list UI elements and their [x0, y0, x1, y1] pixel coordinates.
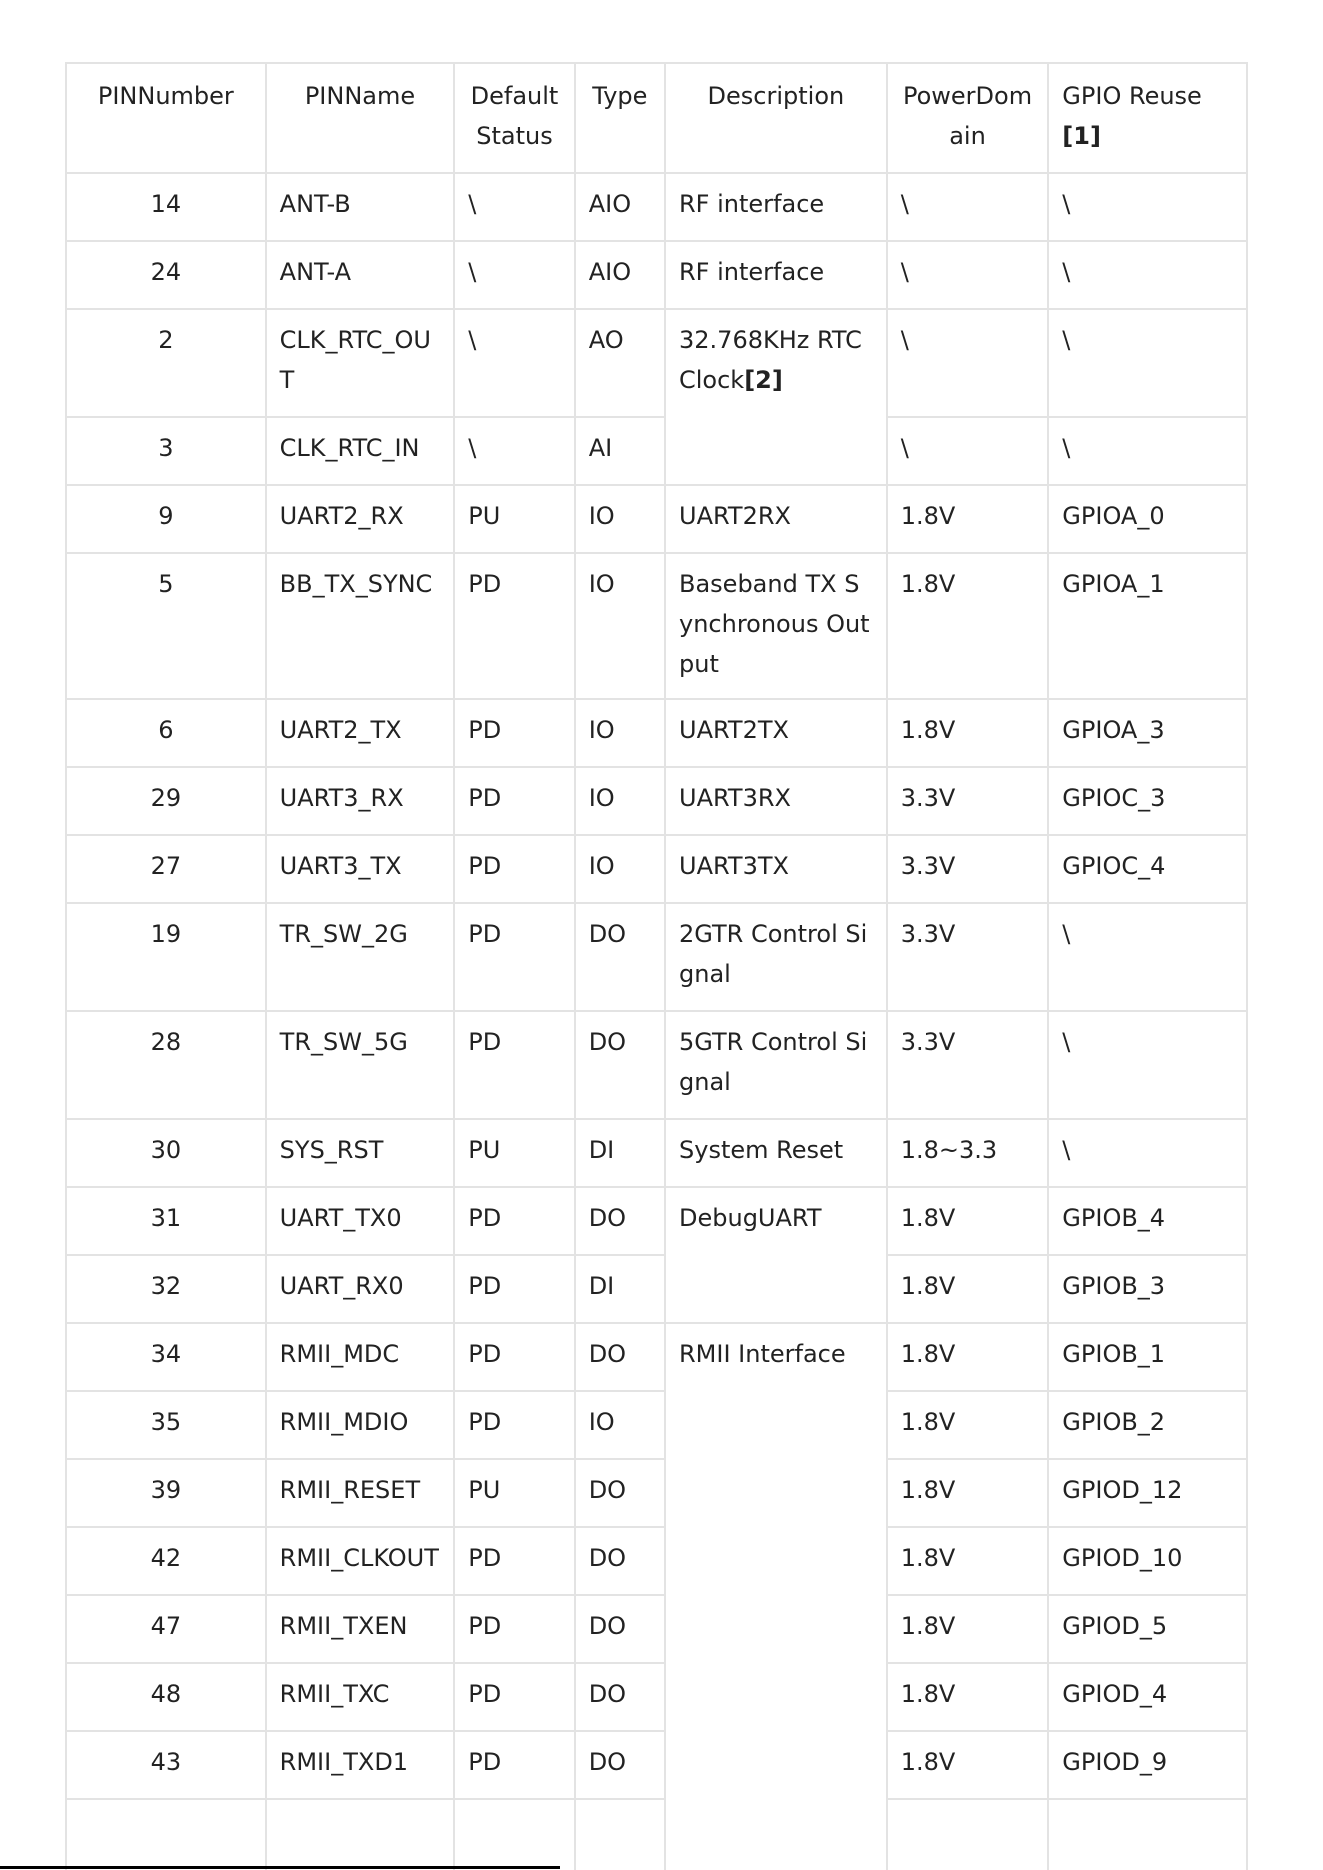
default-status-cell: PD: [454, 1595, 574, 1663]
pin-number-cell: 19: [66, 903, 266, 1011]
type-cell: DO: [575, 1731, 665, 1799]
power-domain-cell: 1.8V: [887, 1731, 1049, 1799]
type-cell: DI: [575, 1255, 665, 1323]
type-cell: IO: [575, 1391, 665, 1459]
description-cell: 5GTR Control Signal: [665, 1011, 887, 1119]
pin-number-cell: 42: [66, 1527, 266, 1595]
pin-name-cell: CLK_RTC_IN: [266, 417, 455, 485]
type-cell: AO: [575, 309, 665, 417]
pin-name-cell: UART_RX0: [266, 1255, 455, 1323]
pin-name-cell: TR_SW_5G: [266, 1011, 455, 1119]
gpio-reuse-cell: \: [1048, 903, 1247, 1011]
empty-cell: [887, 1799, 1049, 1870]
default-status-cell: PU: [454, 485, 574, 553]
table-row: [66, 1187, 1247, 1255]
power-domain-cell: 1.8V: [887, 1255, 1049, 1323]
pin-number-cell: 9: [66, 485, 266, 553]
description-cell: RMII Interface: [665, 1323, 887, 1870]
empty-cell: [1048, 1799, 1247, 1870]
power-domain-cell: 1.8~3.3: [887, 1119, 1049, 1187]
power-domain-cell: 1.8V: [887, 1595, 1049, 1663]
type-cell: DO: [575, 903, 665, 1011]
pin-number-cell: 35: [66, 1391, 266, 1459]
table-row: [66, 1527, 1247, 1595]
description-cell: UART3RX: [665, 767, 887, 835]
gpio-reuse-cell: GPIOD_12: [1048, 1459, 1247, 1527]
pin-name-cell: BB_TX_SYNC: [266, 553, 455, 699]
empty-cell: [66, 1799, 266, 1870]
gpio-reuse-cell: GPIOD_4: [1048, 1663, 1247, 1731]
footnote-ref-2: [2]: [744, 366, 783, 394]
power-domain-cell: 3.3V: [887, 835, 1049, 903]
gpio-reuse-cell: \: [1048, 309, 1247, 417]
description-text: 32.768KHz RTC Clock: [679, 326, 862, 394]
default-status-cell: PD: [454, 1323, 574, 1391]
type-cell: DO: [575, 1187, 665, 1255]
table-row: [66, 1595, 1247, 1663]
table-row: [66, 903, 1247, 1011]
table-row: [66, 767, 1247, 835]
pin-name-cell: ANT-B: [266, 173, 455, 241]
power-domain-cell: 1.8V: [887, 553, 1049, 699]
page-footer-rule: [0, 1866, 560, 1869]
pin-table: [65, 62, 1248, 1870]
default-status-cell: \: [454, 241, 574, 309]
gpio-reuse-cell: GPIOB_4: [1048, 1187, 1247, 1255]
default-status-cell: \: [454, 173, 574, 241]
power-domain-cell: \: [887, 241, 1049, 309]
type-cell: IO: [575, 553, 665, 699]
gpio-reuse-cell: GPIOA_0: [1048, 485, 1247, 553]
default-status-cell: PD: [454, 1391, 574, 1459]
empty-cell: [266, 1799, 455, 1870]
pin-name-cell: UART2_TX: [266, 699, 455, 767]
power-domain-cell: 1.8V: [887, 1187, 1049, 1255]
header-gpio-reuse-label: GPIO Reuse: [1062, 82, 1202, 110]
default-status-cell: PD: [454, 1255, 574, 1323]
header-gpio-reuse: [1048, 63, 1247, 173]
pin-name-cell: UART2_RX: [266, 485, 455, 553]
default-status-cell: PD: [454, 903, 574, 1011]
header-pin-number: PINNumber: [66, 63, 266, 173]
pin-name-cell: RMII_RESET: [266, 1459, 455, 1527]
default-status-cell: PD: [454, 767, 574, 835]
power-domain-cell: \: [887, 417, 1049, 485]
table-row: [66, 417, 1247, 485]
default-status-cell: PD: [454, 699, 574, 767]
pin-number-cell: 32: [66, 1255, 266, 1323]
pin-name-cell: RMII_TXD1: [266, 1731, 455, 1799]
power-domain-cell: 3.3V: [887, 767, 1049, 835]
table-row: [66, 553, 1247, 699]
default-status-cell: PD: [454, 1663, 574, 1731]
table-row: [66, 309, 1247, 417]
header-power-domain: PowerDomain: [887, 63, 1049, 173]
pin-number-cell: 6: [66, 699, 266, 767]
table-row: [66, 1323, 1247, 1391]
type-cell: IO: [575, 699, 665, 767]
default-status-cell: PD: [454, 1527, 574, 1595]
pin-name-cell: UART_TX0: [266, 1187, 455, 1255]
gpio-reuse-cell: \: [1048, 1011, 1247, 1119]
table-row: [66, 1011, 1247, 1119]
description-cell: [665, 309, 887, 485]
header-default-status: Default Status: [454, 63, 574, 173]
pin-number-cell: 48: [66, 1663, 266, 1731]
gpio-reuse-cell: GPIOD_9: [1048, 1731, 1247, 1799]
pin-name-cell: ANT-A: [266, 241, 455, 309]
pin-name-cell: UART3_TX: [266, 835, 455, 903]
description-cell: Baseband TX Synchronous Output: [665, 553, 887, 699]
default-status-cell: PU: [454, 1119, 574, 1187]
type-cell: DI: [575, 1119, 665, 1187]
default-status-cell: \: [454, 417, 574, 485]
description-cell: DebugUART: [665, 1187, 887, 1323]
default-status-cell: \: [454, 309, 574, 417]
default-status-cell: PD: [454, 1187, 574, 1255]
table-row: [66, 1663, 1247, 1731]
power-domain-cell: 1.8V: [887, 1663, 1049, 1731]
pin-name-cell: RMII_MDC: [266, 1323, 455, 1391]
pin-number-cell: 43: [66, 1731, 266, 1799]
power-domain-cell: 1.8V: [887, 1527, 1049, 1595]
default-status-cell: PD: [454, 553, 574, 699]
pin-name-cell: CLK_RTC_OUT: [266, 309, 455, 417]
empty-cell: [454, 1799, 574, 1870]
power-domain-cell: \: [887, 309, 1049, 417]
type-cell: IO: [575, 835, 665, 903]
type-cell: AIO: [575, 173, 665, 241]
description-cell: RF interface: [665, 173, 887, 241]
gpio-reuse-cell: \: [1048, 417, 1247, 485]
type-cell: DO: [575, 1663, 665, 1731]
table-row: [66, 1119, 1247, 1187]
pin-number-cell: 2: [66, 309, 266, 417]
description-cell: UART2RX: [665, 485, 887, 553]
power-domain-cell: 3.3V: [887, 903, 1049, 1011]
table-row: [66, 1255, 1247, 1323]
pin-number-cell: 5: [66, 553, 266, 699]
gpio-reuse-cell: GPIOC_4: [1048, 835, 1247, 903]
pin-number-cell: 39: [66, 1459, 266, 1527]
pin-number-cell: 24: [66, 241, 266, 309]
type-cell: DO: [575, 1459, 665, 1527]
pin-number-cell: 47: [66, 1595, 266, 1663]
gpio-reuse-cell: \: [1048, 1119, 1247, 1187]
pin-number-cell: 29: [66, 767, 266, 835]
table-row: [66, 1459, 1247, 1527]
header-pin-name: PINName: [266, 63, 455, 173]
gpio-reuse-cell: GPIOD_5: [1048, 1595, 1247, 1663]
power-domain-cell: 1.8V: [887, 1459, 1049, 1527]
pin-name-cell: UART3_RX: [266, 767, 455, 835]
pin-name-cell: RMII_CLKOUT: [266, 1527, 455, 1595]
pin-name-cell: RMII_TXEN: [266, 1595, 455, 1663]
pin-name-cell: RMII_TXC: [266, 1663, 455, 1731]
table-row: [66, 1391, 1247, 1459]
pin-number-cell: 28: [66, 1011, 266, 1119]
pin-name-cell: RMII_MDIO: [266, 1391, 455, 1459]
table-row: [66, 485, 1247, 553]
pin-name-cell: SYS_RST: [266, 1119, 455, 1187]
power-domain-cell: 1.8V: [887, 1391, 1049, 1459]
gpio-reuse-cell: GPIOB_2: [1048, 1391, 1247, 1459]
type-cell: IO: [575, 767, 665, 835]
pin-number-cell: 34: [66, 1323, 266, 1391]
type-cell: AI: [575, 417, 665, 485]
gpio-reuse-cell: \: [1048, 241, 1247, 309]
gpio-reuse-cell: GPIOD_10: [1048, 1527, 1247, 1595]
gpio-reuse-cell: GPIOA_1: [1048, 553, 1247, 699]
type-cell: DO: [575, 1011, 665, 1119]
type-cell: AIO: [575, 241, 665, 309]
description-cell: UART2TX: [665, 699, 887, 767]
default-status-cell: PD: [454, 1731, 574, 1799]
description-cell: UART3TX: [665, 835, 887, 903]
empty-cell: [575, 1799, 665, 1870]
pin-number-cell: 3: [66, 417, 266, 485]
pin-name-cell: TR_SW_2G: [266, 903, 455, 1011]
description-cell: System Reset: [665, 1119, 887, 1187]
table-row: [66, 173, 1247, 241]
default-status-cell: PU: [454, 1459, 574, 1527]
table-row: [66, 1799, 1247, 1870]
default-status-cell: PD: [454, 835, 574, 903]
pin-number-cell: 31: [66, 1187, 266, 1255]
type-cell: DO: [575, 1323, 665, 1391]
table-row: [66, 241, 1247, 309]
gpio-reuse-cell: GPIOA_3: [1048, 699, 1247, 767]
pin-number-cell: 30: [66, 1119, 266, 1187]
pin-number-cell: 14: [66, 173, 266, 241]
gpio-reuse-cell: GPIOB_3: [1048, 1255, 1247, 1323]
default-status-cell: PD: [454, 1011, 574, 1119]
power-domain-cell: \: [887, 173, 1049, 241]
table-row: [66, 835, 1247, 903]
type-cell: DO: [575, 1595, 665, 1663]
power-domain-cell: 1.8V: [887, 485, 1049, 553]
type-cell: DO: [575, 1527, 665, 1595]
header-type: Type: [575, 63, 665, 173]
table-row: [66, 1731, 1247, 1799]
header-row: [66, 63, 1247, 173]
type-cell: IO: [575, 485, 665, 553]
description-cell: 2GTR Control Signal: [665, 903, 887, 1011]
gpio-reuse-cell: GPIOB_1: [1048, 1323, 1247, 1391]
power-domain-cell: 1.8V: [887, 699, 1049, 767]
power-domain-cell: 1.8V: [887, 1323, 1049, 1391]
gpio-reuse-cell: \: [1048, 173, 1247, 241]
table-row: [66, 699, 1247, 767]
footnote-ref-1: [1]: [1062, 122, 1101, 150]
description-cell: RF interface: [665, 241, 887, 309]
header-description: Description: [665, 63, 887, 173]
pin-number-cell: 27: [66, 835, 266, 903]
power-domain-cell: 3.3V: [887, 1011, 1049, 1119]
gpio-reuse-cell: GPIOC_3: [1048, 767, 1247, 835]
